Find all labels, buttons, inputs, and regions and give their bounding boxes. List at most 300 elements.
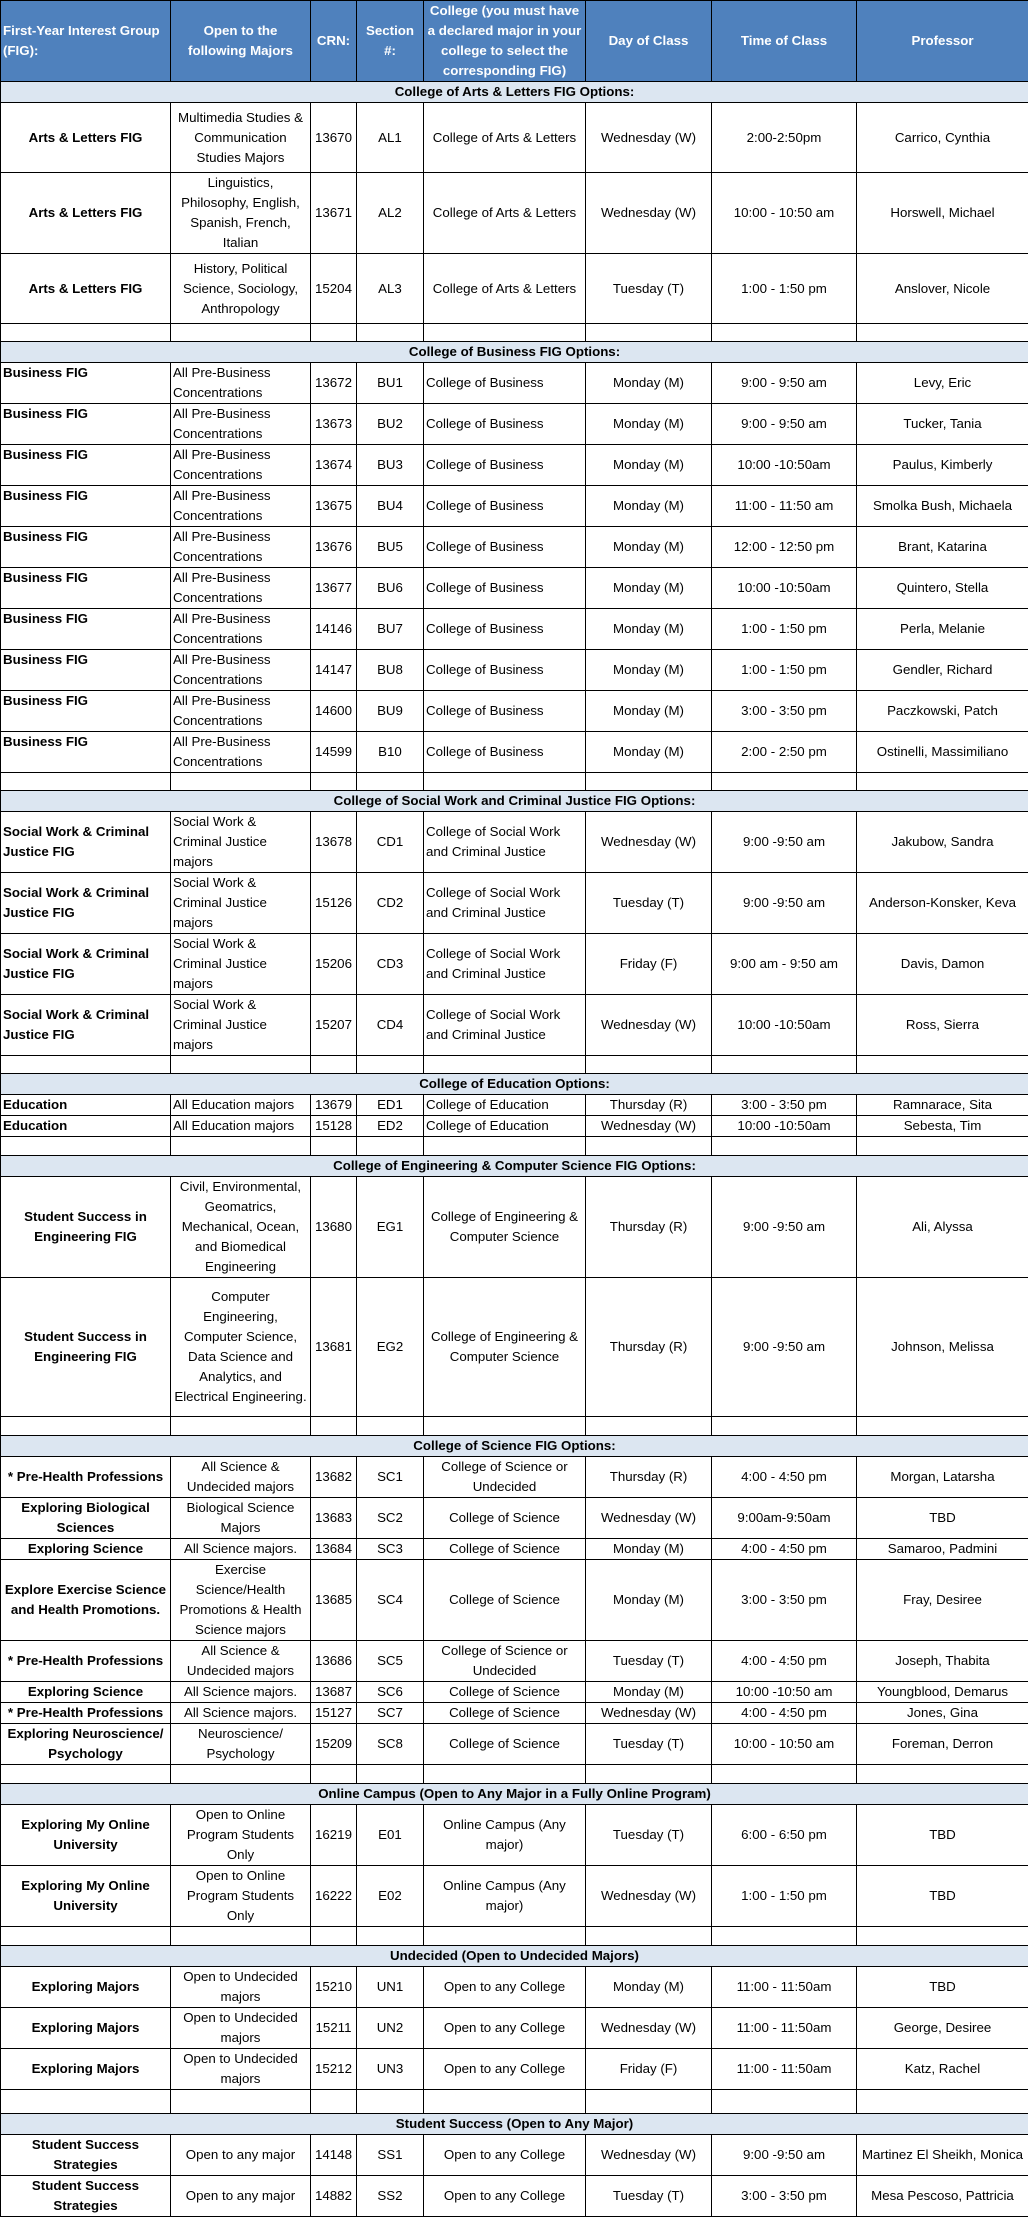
course-row	[1, 934, 1028, 995]
professor-cell: Levy, Eric	[857, 363, 1028, 404]
fig-name-cell: Business FIG	[1, 732, 171, 773]
professor-cell: Fray, Desiree	[857, 1560, 1028, 1641]
section-number-cell: BU4	[357, 486, 424, 527]
time-cell: 11:00 - 11:50am	[712, 1967, 857, 2008]
time-cell: 9:00 am - 9:50 am	[712, 934, 857, 995]
section-number-cell: SC6	[357, 1682, 424, 1703]
fig-name-cell: Business FIG	[1, 527, 171, 568]
college-cell: College of Business	[424, 568, 586, 609]
empty-cell	[424, 324, 586, 342]
college-cell: Open to any College	[424, 2049, 586, 2090]
empty-cell	[311, 1927, 357, 1946]
crn-cell: 13671	[311, 173, 357, 254]
professor-cell: TBD	[857, 1866, 1028, 1927]
empty-cell	[712, 324, 857, 342]
day-cell: Monday (M)	[586, 1967, 712, 2008]
empty-cell	[712, 1137, 857, 1156]
column-header: Professor	[857, 1, 1028, 82]
spacer-row	[1, 1056, 1028, 1074]
course-row	[1, 1866, 1028, 1927]
day-cell: Monday (M)	[586, 363, 712, 404]
course-row	[1, 363, 1028, 404]
section-title-row	[1, 342, 1028, 363]
section-number-cell: UN1	[357, 1967, 424, 2008]
time-cell: 10:00 -10:50am	[712, 995, 857, 1056]
course-row	[1, 568, 1028, 609]
section-number-cell: CD4	[357, 995, 424, 1056]
empty-cell	[171, 2090, 311, 2114]
majors-cell: History, Political Science, Sociology, Anthropology	[171, 254, 311, 324]
time-cell: 10:00 -10:50am	[712, 445, 857, 486]
majors-cell: All Pre-Business Concentrations	[171, 363, 311, 404]
time-cell: 9:00 -9:50 am	[712, 812, 857, 873]
empty-cell	[857, 1927, 1028, 1946]
empty-cell	[1, 1056, 171, 1074]
section-number-cell: SC8	[357, 1724, 424, 1765]
section-number-cell: UN2	[357, 2008, 424, 2049]
section-number-cell: SS2	[357, 2176, 424, 2217]
professor-cell: Youngblood, Demarus	[857, 1682, 1028, 1703]
day-cell: Monday (M)	[586, 732, 712, 773]
day-cell: Tuesday (T)	[586, 1641, 712, 1682]
empty-cell	[586, 1056, 712, 1074]
course-row	[1, 1177, 1028, 1278]
section-title-row	[1, 791, 1028, 812]
section-number-cell: BU5	[357, 527, 424, 568]
time-cell: 1:00 - 1:50 pm	[712, 609, 857, 650]
time-cell: 10:00 - 10:50 am	[712, 173, 857, 254]
college-cell: College of Science	[424, 1724, 586, 1765]
course-row	[1, 691, 1028, 732]
section-title-row	[1, 2114, 1028, 2135]
fig-name-cell: Business FIG	[1, 404, 171, 445]
crn-cell: 13672	[311, 363, 357, 404]
professor-cell: Ostinelli, Massimiliano	[857, 732, 1028, 773]
professor-cell: Smolka Bush, Michaela	[857, 486, 1028, 527]
empty-cell	[712, 1927, 857, 1946]
column-header: Section #:	[357, 1, 424, 82]
crn-cell: 13670	[311, 103, 357, 173]
time-cell: 4:00 - 4:50 pm	[712, 1703, 857, 1724]
majors-cell: All Education majors	[171, 1095, 311, 1116]
course-row	[1, 2176, 1028, 2217]
time-cell: 10:00 -10:50 am	[712, 1682, 857, 1703]
college-cell: College of Business	[424, 363, 586, 404]
majors-cell: All Science & Undecided majors	[171, 1641, 311, 1682]
day-cell: Friday (F)	[586, 2049, 712, 2090]
crn-cell: 15128	[311, 1116, 357, 1137]
section-number-cell: UN3	[357, 2049, 424, 2090]
day-cell: Monday (M)	[586, 527, 712, 568]
crn-cell: 13685	[311, 1560, 357, 1641]
empty-cell	[311, 1765, 357, 1784]
fig-name-cell: Exploring Science	[1, 1682, 171, 1703]
time-cell: 9:00 - 9:50 am	[712, 363, 857, 404]
time-cell: 12:00 - 12:50 pm	[712, 527, 857, 568]
crn-cell: 13682	[311, 1457, 357, 1498]
crn-cell: 13686	[311, 1641, 357, 1682]
time-cell: 4:00 - 4:50 pm	[712, 1539, 857, 1560]
empty-cell	[1, 773, 171, 791]
column-header: Open to the following Majors	[171, 1, 311, 82]
professor-cell: Paulus, Kimberly	[857, 445, 1028, 486]
empty-cell	[311, 1056, 357, 1074]
section-title: College of Arts & Letters FIG Options:	[1, 82, 1028, 103]
day-cell: Wednesday (W)	[586, 995, 712, 1056]
fig-name-cell: Business FIG	[1, 445, 171, 486]
course-row	[1, 873, 1028, 934]
section-number-cell: AL1	[357, 103, 424, 173]
majors-cell: Open to Online Program Students Only	[171, 1805, 311, 1866]
time-cell: 10:00 - 10:50 am	[712, 1724, 857, 1765]
majors-cell: Social Work & Criminal Justice majors	[171, 873, 311, 934]
fig-name-cell: Exploring My Online University	[1, 1866, 171, 1927]
course-row	[1, 1967, 1028, 2008]
college-cell: College of Social Work and Criminal Justice	[424, 995, 586, 1056]
fig-name-cell: * Pre-Health Professions	[1, 1641, 171, 1682]
section-title: College of Education Options:	[1, 1074, 1028, 1095]
course-row	[1, 650, 1028, 691]
fig-name-cell: Education	[1, 1116, 171, 1137]
college-cell: College of Business	[424, 732, 586, 773]
fig-name-cell: Exploring Majors	[1, 2049, 171, 2090]
empty-cell	[424, 773, 586, 791]
college-cell: College of Social Work and Criminal Justice	[424, 873, 586, 934]
day-cell: Tuesday (T)	[586, 1805, 712, 1866]
majors-cell: Open to Online Program Students Only	[171, 1866, 311, 1927]
majors-cell: All Pre-Business Concentrations	[171, 527, 311, 568]
empty-cell	[586, 324, 712, 342]
time-cell: 4:00 - 4:50 pm	[712, 1641, 857, 1682]
course-row	[1, 1703, 1028, 1724]
empty-cell	[712, 773, 857, 791]
section-number-cell: SC7	[357, 1703, 424, 1724]
section-number-cell: BU2	[357, 404, 424, 445]
fig-name-cell: Student Success Strategies	[1, 2176, 171, 2217]
crn-cell: 15212	[311, 2049, 357, 2090]
professor-cell: Katz, Rachel	[857, 2049, 1028, 2090]
empty-cell	[1, 1765, 171, 1784]
section-title-row	[1, 1946, 1028, 1967]
section-number-cell: SC4	[357, 1560, 424, 1641]
crn-cell: 14146	[311, 609, 357, 650]
crn-cell: 13675	[311, 486, 357, 527]
empty-cell	[357, 1417, 424, 1436]
course-row	[1, 1116, 1028, 1137]
day-cell: Monday (M)	[586, 445, 712, 486]
section-title-row	[1, 1784, 1028, 1805]
section-title: College of Business FIG Options:	[1, 342, 1028, 363]
course-row	[1, 173, 1028, 254]
college-cell: College of Business	[424, 404, 586, 445]
college-cell: Online Campus (Any major)	[424, 1866, 586, 1927]
empty-cell	[357, 324, 424, 342]
section-number-cell: CD1	[357, 812, 424, 873]
time-cell: 9:00 -9:50 am	[712, 1278, 857, 1417]
majors-cell: Social Work & Criminal Justice majors	[171, 995, 311, 1056]
college-cell: College of Business	[424, 486, 586, 527]
section-title: Undecided (Open to Undecided Majors)	[1, 1946, 1028, 1967]
day-cell: Tuesday (T)	[586, 1724, 712, 1765]
college-cell: College of Science	[424, 1682, 586, 1703]
crn-cell: 13684	[311, 1539, 357, 1560]
section-number-cell: CD3	[357, 934, 424, 995]
section-title: Student Success (Open to Any Major)	[1, 2114, 1028, 2135]
majors-cell: All Pre-Business Concentrations	[171, 609, 311, 650]
time-cell: 3:00 - 3:50 pm	[712, 1560, 857, 1641]
empty-cell	[357, 1765, 424, 1784]
day-cell: Wednesday (W)	[586, 1498, 712, 1539]
time-cell: 3:00 - 3:50 pm	[712, 1095, 857, 1116]
course-row	[1, 1498, 1028, 1539]
fig-name-cell: Arts & Letters FIG	[1, 103, 171, 173]
spacer-row	[1, 324, 1028, 342]
majors-cell: All Science majors.	[171, 1682, 311, 1703]
professor-cell: Tucker, Tania	[857, 404, 1028, 445]
college-cell: College of Science	[424, 1703, 586, 1724]
section-number-cell: AL3	[357, 254, 424, 324]
empty-cell	[1, 1927, 171, 1946]
professor-cell: Mesa Pescoso, Pattricia	[857, 2176, 1028, 2217]
college-cell: College of Science or Undecided	[424, 1641, 586, 1682]
section-number-cell: SC3	[357, 1539, 424, 1560]
college-cell: Open to any College	[424, 2176, 586, 2217]
course-row	[1, 527, 1028, 568]
college-cell: College of Social Work and Criminal Justice	[424, 812, 586, 873]
time-cell: 10:00 -10:50am	[712, 568, 857, 609]
spacer-row	[1, 1137, 1028, 1156]
empty-cell	[586, 2090, 712, 2114]
day-cell: Thursday (R)	[586, 1278, 712, 1417]
time-cell: 10:00 -10:50am	[712, 1116, 857, 1137]
professor-cell: Jones, Gina	[857, 1703, 1028, 1724]
fig-name-cell: Student Success in Engineering FIG	[1, 1177, 171, 1278]
college-cell: College of Engineering & Computer Science	[424, 1278, 586, 1417]
empty-cell	[171, 1417, 311, 1436]
empty-cell	[857, 324, 1028, 342]
college-cell: College of Social Work and Criminal Justice	[424, 934, 586, 995]
section-number-cell: BU9	[357, 691, 424, 732]
day-cell: Wednesday (W)	[586, 173, 712, 254]
majors-cell: Biological Science Majors	[171, 1498, 311, 1539]
fig-name-cell: Student Success Strategies	[1, 2135, 171, 2176]
majors-cell: All Pre-Business Concentrations	[171, 486, 311, 527]
empty-cell	[857, 1765, 1028, 1784]
fig-name-cell: Social Work & Criminal Justice FIG	[1, 873, 171, 934]
section-number-cell: ED1	[357, 1095, 424, 1116]
professor-cell: TBD	[857, 1498, 1028, 1539]
empty-cell	[857, 1137, 1028, 1156]
empty-cell	[357, 1056, 424, 1074]
crn-cell: 13673	[311, 404, 357, 445]
crn-cell: 13674	[311, 445, 357, 486]
time-cell: 3:00 - 3:50 pm	[712, 691, 857, 732]
majors-cell: Open to any major	[171, 2176, 311, 2217]
empty-cell	[424, 2090, 586, 2114]
empty-cell	[424, 1137, 586, 1156]
college-cell: Online Campus (Any major)	[424, 1805, 586, 1866]
professor-cell: Paczkowski, Patch	[857, 691, 1028, 732]
fig-name-cell: Education	[1, 1095, 171, 1116]
empty-cell	[424, 1056, 586, 1074]
section-number-cell: AL2	[357, 173, 424, 254]
majors-cell: All Science majors.	[171, 1539, 311, 1560]
college-cell: Open to any College	[424, 2008, 586, 2049]
professor-cell: Foreman, Derron	[857, 1724, 1028, 1765]
professor-cell: Joseph, Thabita	[857, 1641, 1028, 1682]
spacer-row	[1, 1765, 1028, 1784]
professor-cell: TBD	[857, 1967, 1028, 2008]
crn-cell: 13677	[311, 568, 357, 609]
fig-name-cell: Business FIG	[1, 691, 171, 732]
empty-cell	[311, 773, 357, 791]
crn-cell: 14147	[311, 650, 357, 691]
course-row	[1, 732, 1028, 773]
empty-cell	[857, 1056, 1028, 1074]
empty-cell	[586, 1765, 712, 1784]
majors-cell: All Pre-Business Concentrations	[171, 732, 311, 773]
course-row	[1, 486, 1028, 527]
majors-cell: All Pre-Business Concentrations	[171, 691, 311, 732]
majors-cell: Open to any major	[171, 2135, 311, 2176]
majors-cell: Computer Engineering, Computer Science, Data Science and Analytics, and Electrical Engineering.	[171, 1278, 311, 1417]
crn-cell: 13681	[311, 1278, 357, 1417]
college-cell: College of Science	[424, 1560, 586, 1641]
fig-name-cell: Exploring Majors	[1, 1967, 171, 2008]
section-number-cell: EG2	[357, 1278, 424, 1417]
column-header: CRN:	[311, 1, 357, 82]
crn-cell: 14599	[311, 732, 357, 773]
section-title-row	[1, 1156, 1028, 1177]
fig-name-cell: * Pre-Health Professions	[1, 1457, 171, 1498]
empty-cell	[171, 324, 311, 342]
crn-cell: 14148	[311, 2135, 357, 2176]
professor-cell: TBD	[857, 1805, 1028, 1866]
section-title-row	[1, 1436, 1028, 1457]
course-row	[1, 812, 1028, 873]
section-number-cell: BU3	[357, 445, 424, 486]
crn-cell: 15204	[311, 254, 357, 324]
professor-cell: Quintero, Stella	[857, 568, 1028, 609]
majors-cell: Linguistics, Philosophy, English, Spanish, French, Italian	[171, 173, 311, 254]
empty-cell	[712, 1765, 857, 1784]
section-title-row	[1, 1074, 1028, 1095]
majors-cell: Neuroscience/ Psychology	[171, 1724, 311, 1765]
day-cell: Wednesday (W)	[586, 1703, 712, 1724]
day-cell: Tuesday (T)	[586, 2176, 712, 2217]
empty-cell	[1, 1417, 171, 1436]
majors-cell: Open to Undecided majors	[171, 2049, 311, 2090]
fig-name-cell: Exploring Majors	[1, 2008, 171, 2049]
section-number-cell: B10	[357, 732, 424, 773]
empty-cell	[424, 1765, 586, 1784]
crn-cell: 13679	[311, 1095, 357, 1116]
course-row	[1, 1095, 1028, 1116]
section-number-cell: BU7	[357, 609, 424, 650]
professor-cell: Samaroo, Padmini	[857, 1539, 1028, 1560]
day-cell: Monday (M)	[586, 650, 712, 691]
crn-cell: 13687	[311, 1682, 357, 1703]
college-cell: College of Education	[424, 1116, 586, 1137]
fig-name-cell: Business FIG	[1, 568, 171, 609]
college-cell: College of Education	[424, 1095, 586, 1116]
empty-cell	[712, 2090, 857, 2114]
empty-cell	[357, 2090, 424, 2114]
empty-cell	[1, 1137, 171, 1156]
majors-cell: All Science & Undecided majors	[171, 1457, 311, 1498]
section-number-cell: ED2	[357, 1116, 424, 1137]
college-cell: College of Business	[424, 691, 586, 732]
day-cell: Thursday (R)	[586, 1095, 712, 1116]
college-cell: College of Business	[424, 609, 586, 650]
empty-cell	[712, 1417, 857, 1436]
crn-cell: 13676	[311, 527, 357, 568]
fig-name-cell: Explore Exercise Science and Health Promotions.	[1, 1560, 171, 1641]
time-cell: 2:00 - 2:50 pm	[712, 732, 857, 773]
empty-cell	[171, 773, 311, 791]
fig-name-cell: Business FIG	[1, 363, 171, 404]
time-cell: 9:00 - 9:50 am	[712, 404, 857, 445]
professor-cell: Horswell, Michael	[857, 173, 1028, 254]
majors-cell: All Pre-Business Concentrations	[171, 404, 311, 445]
professor-cell: George, Desiree	[857, 2008, 1028, 2049]
professor-cell: Gendler, Richard	[857, 650, 1028, 691]
time-cell: 9:00 -9:50 am	[712, 873, 857, 934]
college-cell: College of Science or Undecided	[424, 1457, 586, 1498]
day-cell: Tuesday (T)	[586, 254, 712, 324]
empty-cell	[586, 1417, 712, 1436]
crn-cell: 15207	[311, 995, 357, 1056]
professor-cell: Jakubow, Sandra	[857, 812, 1028, 873]
professor-cell: Anderson-Konsker, Keva	[857, 873, 1028, 934]
majors-cell: All Education majors	[171, 1116, 311, 1137]
spacer-row	[1, 1927, 1028, 1946]
professor-cell: Morgan, Latarsha	[857, 1457, 1028, 1498]
empty-cell	[171, 1056, 311, 1074]
crn-cell: 13680	[311, 1177, 357, 1278]
empty-cell	[357, 1927, 424, 1946]
course-row	[1, 609, 1028, 650]
course-row	[1, 1641, 1028, 1682]
course-row	[1, 995, 1028, 1056]
day-cell: Wednesday (W)	[586, 1116, 712, 1137]
empty-cell	[586, 773, 712, 791]
day-cell: Monday (M)	[586, 486, 712, 527]
day-cell: Monday (M)	[586, 609, 712, 650]
empty-cell	[857, 1417, 1028, 1436]
column-header: Day of Class	[586, 1, 712, 82]
section-title-row	[1, 82, 1028, 103]
empty-cell	[311, 324, 357, 342]
fig-name-cell: Social Work & Criminal Justice FIG	[1, 934, 171, 995]
college-cell: College of Business	[424, 527, 586, 568]
day-cell: Monday (M)	[586, 691, 712, 732]
crn-cell: 14882	[311, 2176, 357, 2217]
college-cell: College of Engineering & Computer Science	[424, 1177, 586, 1278]
fig-name-cell: Business FIG	[1, 650, 171, 691]
crn-cell: 14600	[311, 691, 357, 732]
majors-cell: Multimedia Studies & Communication Studies Majors	[171, 103, 311, 173]
day-cell: Thursday (R)	[586, 1177, 712, 1278]
fig-name-cell: Arts & Letters FIG	[1, 173, 171, 254]
crn-cell: 15210	[311, 1967, 357, 2008]
crn-cell: 15206	[311, 934, 357, 995]
day-cell: Wednesday (W)	[586, 812, 712, 873]
crn-cell: 15211	[311, 2008, 357, 2049]
empty-cell	[171, 1765, 311, 1784]
time-cell: 6:00 - 6:50 pm	[712, 1805, 857, 1866]
time-cell: 2:00-2:50pm	[712, 103, 857, 173]
